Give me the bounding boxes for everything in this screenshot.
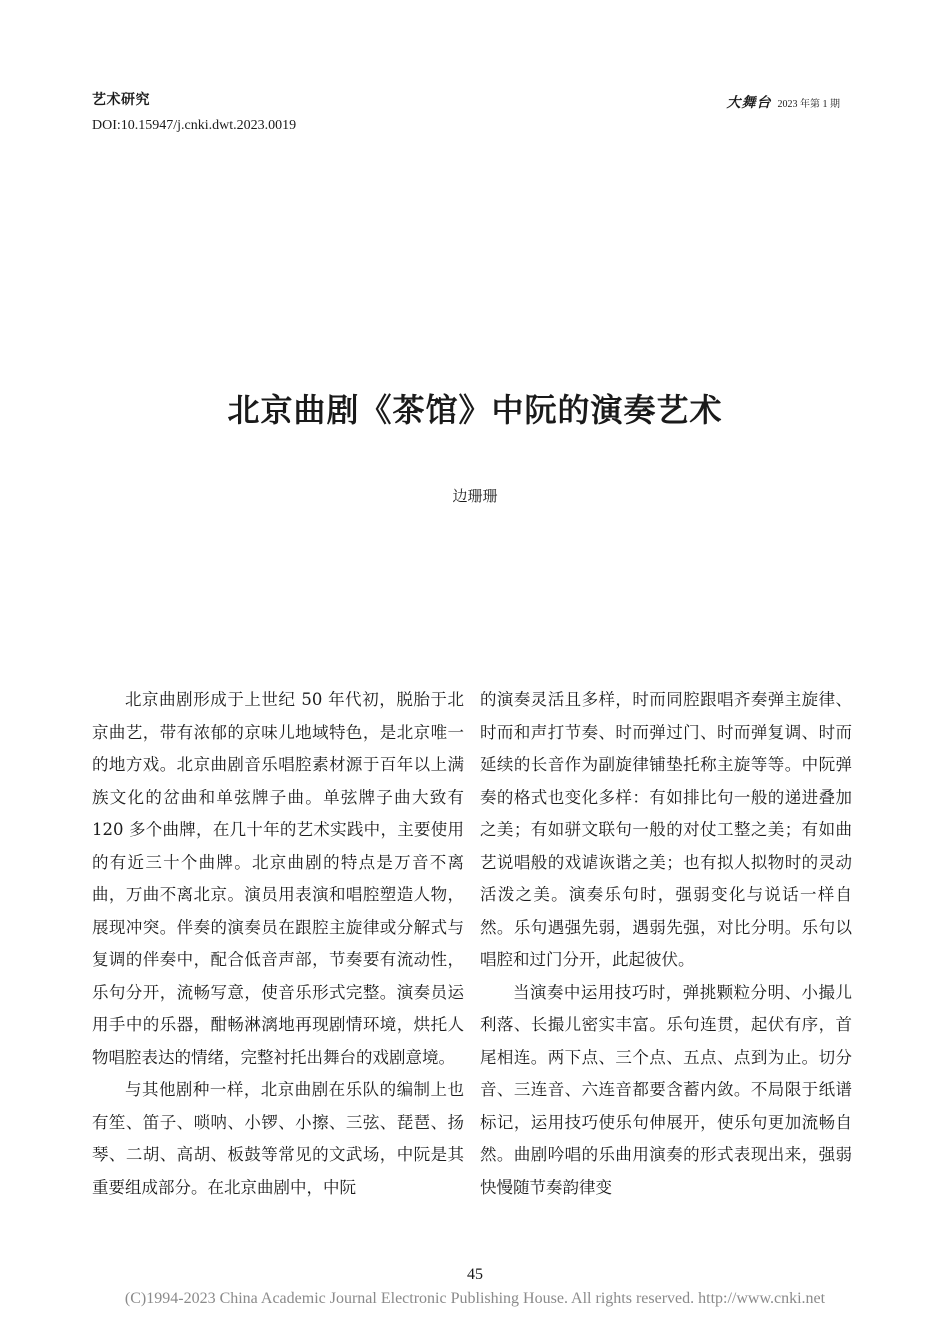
body-column-left [92,684,464,1204]
paragraph: 的演奏灵活且多样，时而同腔跟唱齐奏弹主旋律、时而和声打节奏、时而弹过门、时而弹复调、时而延续的长音作为副旋律铺垫托称主旋等等。中阮弹奏的格式也变化多样：有如排比句一般的递进叠加之美；有如骈文联句一般的对仗工整之美；有如曲艺说唱般的戏谑诙谐之美；也有拟人拟物时的灵动活泼之美。演奏乐句时，强弱变化与说话一样自然。乐句遇强先弱，遇弱先强，对比分明。乐句以唱腔和过门分开，此起彼伏。 [480,690,852,969]
copyright-line: (C)1994-2023 China Academic Journal Electronic Publishing House. All rights reserved. http://www.cnki.net [124,1290,826,1307]
running-header-left [92,91,296,135]
body-column-right [480,684,852,1204]
doi-text: DOI:10.15947/j.cnki.dwt.2023.0019 [92,118,297,133]
running-header-right [727,92,841,112]
paragraph: 北京曲剧形成于上世纪 50 年代初，脱胎于北京曲艺，带有浓郁的京味儿地域特色，是北京唯一的地方戏。北京曲剧音乐唱腔素材源于百年以上满族文化的岔曲和单弦牌子曲。单弦牌子曲大致有 120 多个曲牌，在几十年的艺术实践中，主要使用的有近三十个曲牌。北京曲剧的特点是万音不离曲，万曲不离北京。演员用表演和唱腔塑造人物，展现冲突。伴奏的演奏员在跟腔主旋律或分解式与复调的伴奏中，配合低音声部，节奏要有流动性，乐句分开，流畅写意，使音乐形式完整。演奏员运用手中的乐器，酣畅淋漓地再现剧情环境，烘托人物唱腔表达的情绪，完整衬托出舞台的戏剧意境。 [92,690,464,1067]
page-number: 45 [467,1266,483,1283]
article-title: 北京曲剧《茶馆》中阮的演奏艺术 [227,391,723,429]
author-name: 边珊珊 [452,487,498,505]
paragraph: 当演奏中运用技巧时，弹挑颗粒分明、小撮儿利落、长撮儿密实丰富。乐句连贯，起伏有序，首尾相连。两下点、三个点、五点、点到为止。切分音、三连音、六连音都要含蓄内敛。不局限于纸谱标记，运用技巧使乐句伸展开，使乐句更加流畅自然。曲剧吟唱的乐曲用演奏的形式表现出来，强弱快慢随节奏韵律变 [480,982,852,1197]
paragraph: 与其他剧种一样，北京曲剧在乐队的编制上也有笙、笛子、唢呐、小锣、小擦、三弦、琵琶、扬琴、二胡、高胡、板鼓等常见的文武场，中阮是其重要组成部分。在北京曲剧中，中阮 [92,1080,464,1197]
journal-logo: 大舞台 [726,95,772,111]
issue-label: 2023 年第 1 期 [777,99,840,110]
section-label: 艺术研究 [92,92,150,108]
